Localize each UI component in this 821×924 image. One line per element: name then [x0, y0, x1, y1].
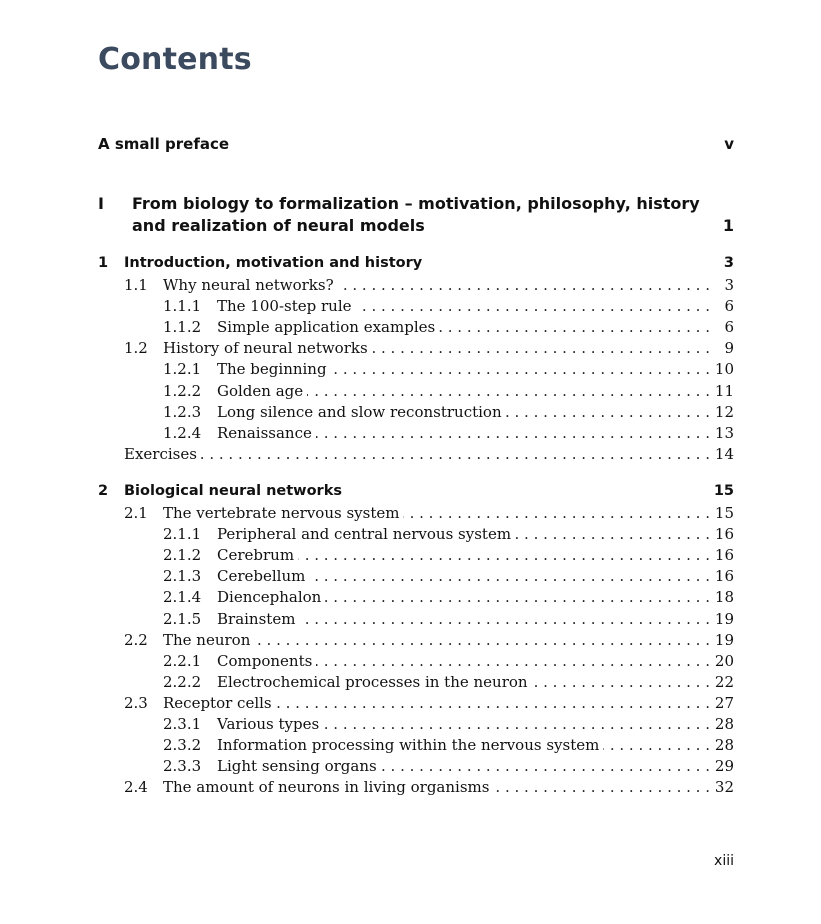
leader-dots [515, 525, 710, 543]
chapter-page: 15 [713, 483, 734, 499]
preface-page: v [724, 135, 734, 153]
entry-number: 2.3.2 [163, 736, 202, 755]
entry-number: 2.2 [124, 630, 148, 649]
entry-page: 6 [724, 297, 734, 316]
entry-number: 2.1.5 [163, 609, 202, 628]
entry-page: 9 [724, 339, 734, 358]
entry-number: 2.1.4 [163, 588, 202, 607]
entry-title: The 100-step rule [217, 297, 352, 316]
leader-dots [338, 276, 710, 294]
entry-title: Information processing within the nervous system [217, 736, 600, 755]
toc-section-entry[interactable] [124, 276, 734, 297]
entry-number: 2.4 [124, 778, 148, 797]
toc-subsection-entry[interactable] [163, 757, 734, 778]
toc-subsection-entry[interactable] [163, 588, 734, 609]
entry-title: Golden age [217, 381, 304, 400]
entry-title: Exercises [124, 444, 197, 463]
entry-number: 2.1.1 [163, 525, 202, 544]
entry-page: 16 [714, 525, 734, 544]
leader-dots [331, 360, 710, 378]
entry-page: 12 [714, 402, 734, 421]
entry-title: Brainstem [217, 609, 296, 628]
entry-page: 14 [714, 444, 734, 463]
toc-subsection-entry[interactable] [163, 715, 734, 736]
entry-number: 2.1.3 [163, 567, 202, 586]
chapter-number: 1 [98, 255, 109, 271]
entry-title: The beginning [217, 360, 327, 379]
entry-title: Cerebellum [217, 567, 306, 586]
toc-subsection-entry[interactable] [163, 424, 734, 445]
leader-dots [325, 588, 710, 606]
entry-number: 1.1 [124, 276, 148, 294]
leader-dots [323, 715, 710, 733]
page-title: Contents [98, 42, 252, 77]
entry-page: 15 [714, 504, 734, 522]
leader-dots [493, 778, 710, 796]
leader-dots [316, 424, 710, 442]
folio-page-number: xiii [714, 853, 734, 869]
entry-title: The vertebrate nervous system [163, 504, 400, 522]
entry-page: 16 [714, 546, 734, 565]
toc-subsection-entry[interactable] [163, 318, 734, 339]
toc-subsection-entry[interactable] [163, 610, 734, 631]
leader-dots [439, 318, 710, 336]
leader-dots [298, 546, 710, 564]
toc-preface-entry[interactable] [98, 135, 734, 153]
entry-title: Components [217, 651, 313, 670]
toc-section-entry[interactable] [124, 631, 734, 652]
chapter-title: Introduction, motivation and history [124, 255, 423, 271]
toc-subsection-entry[interactable] [163, 546, 734, 567]
entry-number: 2.3.1 [163, 715, 202, 733]
part-page: 1 [722, 216, 734, 235]
part-number: I [98, 194, 104, 213]
leader-dots [603, 736, 710, 754]
toc-subsection-entry[interactable] [163, 297, 734, 318]
leader-dots [201, 445, 710, 463]
entry-page: 18 [714, 588, 734, 607]
toc-section-entry[interactable] [124, 339, 734, 360]
entry-page: 27 [714, 693, 734, 712]
leader-dots [309, 567, 710, 585]
leader-dots [307, 382, 710, 400]
entry-page: 3 [724, 276, 734, 294]
leader-dots [532, 673, 710, 691]
entry-number: 1.1.2 [163, 318, 202, 337]
toc-section-entry[interactable] [124, 504, 734, 525]
toc-part-entry[interactable] [98, 193, 734, 237]
entry-number: 1.2 [124, 339, 148, 358]
toc-chapter-entry[interactable] [98, 483, 734, 504]
entry-title: Peripheral and central nervous system [217, 525, 512, 544]
toc-exercises-entry[interactable] [124, 445, 734, 466]
entry-number: 2.3 [124, 693, 148, 712]
leader-dots [372, 339, 710, 357]
toc-chapter-entry[interactable] [98, 255, 734, 276]
entry-title: Simple application examples [217, 318, 436, 337]
leader-dots [356, 297, 711, 315]
entry-number: 1.2.1 [163, 360, 202, 379]
leader-dots [276, 694, 710, 712]
entry-page: 16 [714, 567, 734, 586]
entry-number: 2.2.1 [163, 651, 202, 670]
entry-title: Various types [217, 715, 320, 733]
entry-page: 28 [714, 736, 734, 755]
toc-subsection-entry[interactable] [163, 403, 734, 424]
entry-title: Receptor cells [163, 693, 272, 712]
entry-number: 1.2.4 [163, 423, 202, 442]
entry-title: Diencephalon [217, 588, 322, 607]
entry-title: History of neural networks [163, 339, 368, 358]
toc-subsection-entry[interactable] [163, 652, 734, 673]
entry-page: 11 [714, 381, 734, 400]
leader-dots [381, 757, 710, 775]
preface-title: A small preface [98, 135, 230, 153]
entry-title: Cerebrum [217, 546, 295, 565]
entry-page: 32 [714, 778, 734, 797]
entry-page: 20 [714, 651, 734, 670]
entry-title: Light sensing organs [217, 757, 377, 776]
toc-section-entry[interactable] [124, 694, 734, 715]
entry-page: 10 [714, 360, 734, 379]
entry-page: 29 [714, 757, 734, 776]
entry-page: 19 [714, 630, 734, 649]
chapter-page: 3 [723, 255, 734, 271]
entry-title: Electrochemical processes in the neuron [217, 672, 528, 691]
entry-number: 2.2.2 [163, 672, 202, 691]
entry-number: 2.3.3 [163, 757, 202, 776]
entry-number: 1.2.2 [163, 381, 202, 400]
chapter-number: 2 [98, 483, 109, 499]
toc-subsection-entry[interactable] [163, 525, 734, 546]
entry-number: 2.1.2 [163, 546, 202, 565]
entry-title: The amount of neurons in living organisms [163, 778, 490, 797]
entry-title: Long silence and slow reconstruction [217, 402, 502, 421]
entry-page: 22 [714, 672, 734, 691]
entry-page: 6 [724, 318, 734, 337]
toc-subsection-entry[interactable] [163, 736, 734, 757]
leader-dots [299, 610, 710, 628]
leader-dots [403, 504, 710, 522]
toc-subsection-entry[interactable] [163, 567, 734, 588]
entry-title: The neuron [163, 630, 251, 649]
entry-number: 2.1 [124, 504, 148, 522]
toc-subsection-entry[interactable] [163, 673, 734, 694]
entry-page: 19 [714, 609, 734, 628]
chapter-title: Biological neural networks [124, 483, 342, 499]
leader-dots [316, 652, 710, 670]
part-title: From biology to formalization – motivation, philosophy, history and realization of neural models [132, 194, 700, 235]
leader-dots [254, 631, 710, 649]
entry-title: Why neural networks? [163, 276, 334, 294]
entry-number: 1.2.3 [163, 402, 202, 421]
toc-subsection-entry[interactable] [163, 382, 734, 403]
toc-subsection-entry[interactable] [163, 360, 734, 381]
entry-title: Renaissance [217, 423, 312, 442]
leader-dots [506, 403, 710, 421]
entry-page: 13 [714, 423, 734, 442]
entry-number: 1.1.1 [163, 297, 202, 316]
entry-page: 28 [714, 715, 734, 733]
toc-section-entry[interactable] [124, 778, 734, 799]
